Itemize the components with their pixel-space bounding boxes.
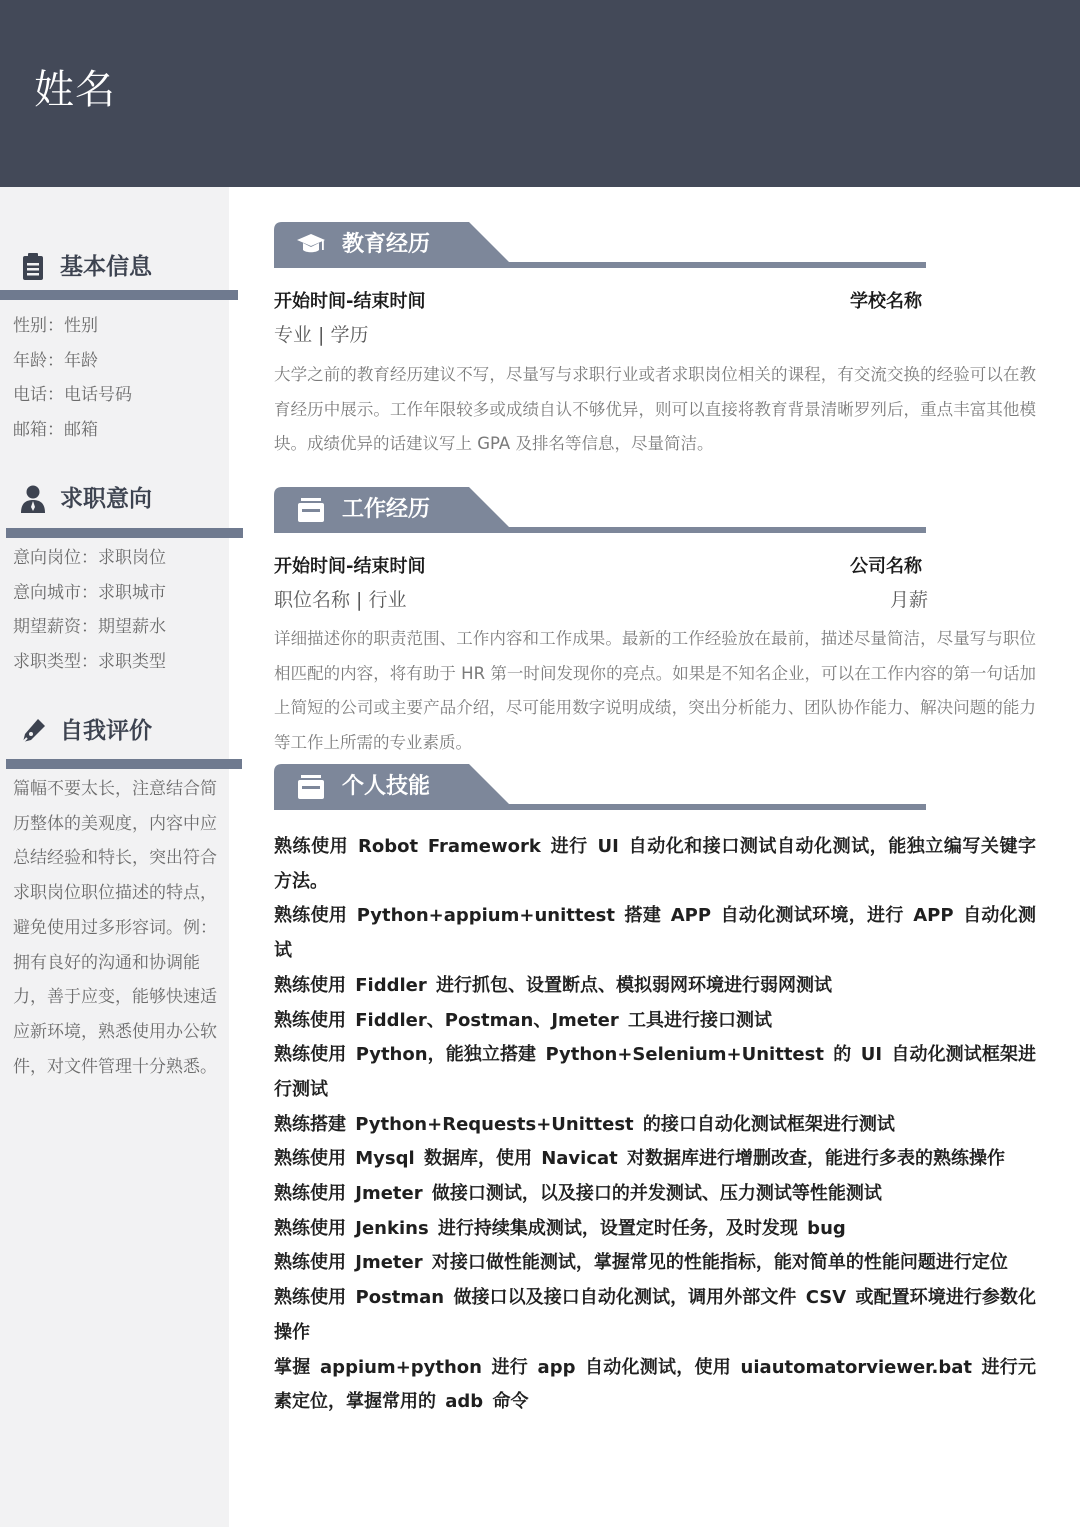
- job-intention-heading: [0, 475, 240, 525]
- education-row-secondary: [274, 318, 1034, 352]
- job-intention-title: 求职意向: [60, 486, 152, 512]
- skill-item: 熟练使用 Fiddler 进行抓包、设置断点、模拟弱网环境进行弱网测试: [274, 974, 833, 996]
- skill-item: 熟练使用 Jmeter 做接口测试，以及接口的并发测试、压力测试等性能测试: [274, 1183, 882, 1205]
- work-time: 开始时间-结束时间: [274, 556, 426, 577]
- skill-item: 熟练使用 Python+appium+unittest 搭建 APP 自动化测试环境，进行 APP 自动化测试: [274, 905, 1036, 962]
- skill-item: 熟练使用 Postman 做接口以及接口自动化测试，调用外部文件 CSV 或配置环境进行参数化操作: [274, 1287, 1036, 1343]
- work-row-primary: [274, 550, 1034, 584]
- list-item: 意向岗位：求职岗位: [13, 548, 166, 568]
- self-evaluation-heading: [0, 707, 240, 757]
- user-icon: [20, 485, 46, 513]
- basic-info-title: 基本信息: [60, 254, 152, 280]
- graduation-cap-icon: [296, 232, 326, 258]
- work-heading: [274, 487, 926, 533]
- self-evaluation-title: 自我评价: [60, 718, 152, 744]
- work-row-secondary: [274, 583, 1034, 617]
- job-intention-list: [13, 541, 223, 680]
- skill-item: 熟练使用 Jmeter 对接口做性能测试，掌握常见的性能指标，能对简单的性能问题进行定位: [274, 1252, 1008, 1274]
- section-divider: [6, 528, 243, 538]
- self-evaluation-text: 篇幅不要太长，注意结合简历整体的美观度，内容中应总结经验和特长，突出符合求职岗位职位描述的特点，避免使用过多形容词。例：拥有良好的沟通和协调能力，善于应变，能够快速适应新环境，熟悉使用办公软件，对文件管理十分熟悉。: [13, 779, 217, 1077]
- resume-header: [0, 0, 1080, 187]
- school-name: 学校名称: [850, 291, 922, 312]
- basic-info-heading: [0, 243, 240, 293]
- skills-heading: [274, 764, 926, 810]
- skill-item: 熟练使用 Robot Framework 进行 UI 自动化和接口测试自动化测试，能独立编写关键字方法。: [274, 836, 1036, 892]
- skills-title: 个人技能: [342, 774, 431, 799]
- skill-item: 掌握 appium+python 进行 app 自动化测试，使用 uiautomatorviewer.bat 进行元素定位，掌握常用的 adb 命令: [274, 1356, 1036, 1413]
- list-item: 性别：性别: [13, 316, 98, 336]
- skill-item: 熟练使用 Python，能独立搭建 Python+Selenium+Unittest 的 UI 自动化测试框架进行测试: [274, 1044, 1036, 1100]
- list-item: 意向城市：求职城市: [13, 582, 166, 603]
- skills-list: [274, 830, 1036, 1420]
- section-divider: [0, 290, 238, 300]
- skill-item: 熟练使用 Fiddler、Postman、Jmeter 工具进行接口测试: [274, 1009, 772, 1031]
- toolbox-icon: [296, 774, 326, 800]
- list-item: 邮箱：邮箱: [13, 420, 98, 441]
- salary: 月薪: [890, 589, 929, 611]
- education-description: 大学之前的教育经历建议不写，尽量写与求职行业或者求职岗位相关的课程，有交流交换的经验可以在教育经历中展示。工作年限较多或成绩自认不够优异，则可以直接将教育背景清晰罗列后，重点丰富其他模块。成绩优异的话建议写上 GPA 及排名等信息，尽量简洁。: [274, 365, 1036, 454]
- basic-info-list: [13, 309, 223, 448]
- education-title: 教育经历: [342, 232, 431, 257]
- list-item: 电话：电话号码: [13, 385, 132, 406]
- skill-item: 熟练使用 Mysql 数据库，使用 Navicat 对数据库进行增删改查，能进行多表的熟练操作: [274, 1148, 1006, 1170]
- pen-icon: [20, 717, 46, 745]
- education-row-primary: [274, 285, 1034, 319]
- work-description: 详细描述你的职责范围、工作内容和工作成果。最新的工作经验放在最前，描述尽量简洁，尽量写与职位相匹配的内容，将有助于 HR 第一时间发现你的亮点。如果是不知名企业，可以在工作内容的第一句话加上简短的公司或主要产品介绍，尽可能用数字说明成绩，突出分析能力、团队协作能力、解决问题的能力等工作上所需的专业素质。: [274, 629, 1036, 753]
- skill-item: 熟练搭建 Python+Requests+Unittest 的接口自动化测试框架进行测试: [274, 1113, 895, 1135]
- list-item: 求职类型：求职类型: [13, 652, 166, 673]
- education-heading: [274, 222, 926, 268]
- skill-item: 熟练使用 Jenkins 进行持续集成测试，设置定时任务，及时发现 bug: [274, 1217, 846, 1239]
- position-industry: 职位名称 | 行业: [274, 589, 407, 611]
- clipboard-icon: [20, 253, 46, 281]
- work-title: 工作经历: [342, 497, 431, 522]
- list-item: 期望薪资：期望薪水: [13, 617, 166, 638]
- list-item: 年龄：年龄: [13, 350, 98, 371]
- major-degree: 专业 | 学历: [274, 324, 369, 346]
- candidate-name: 姓名: [34, 67, 116, 113]
- section-divider: [6, 759, 242, 769]
- briefcase-icon: [296, 497, 326, 523]
- company-name: 公司名称: [850, 556, 922, 577]
- education-time: 开始时间-结束时间: [274, 291, 426, 312]
